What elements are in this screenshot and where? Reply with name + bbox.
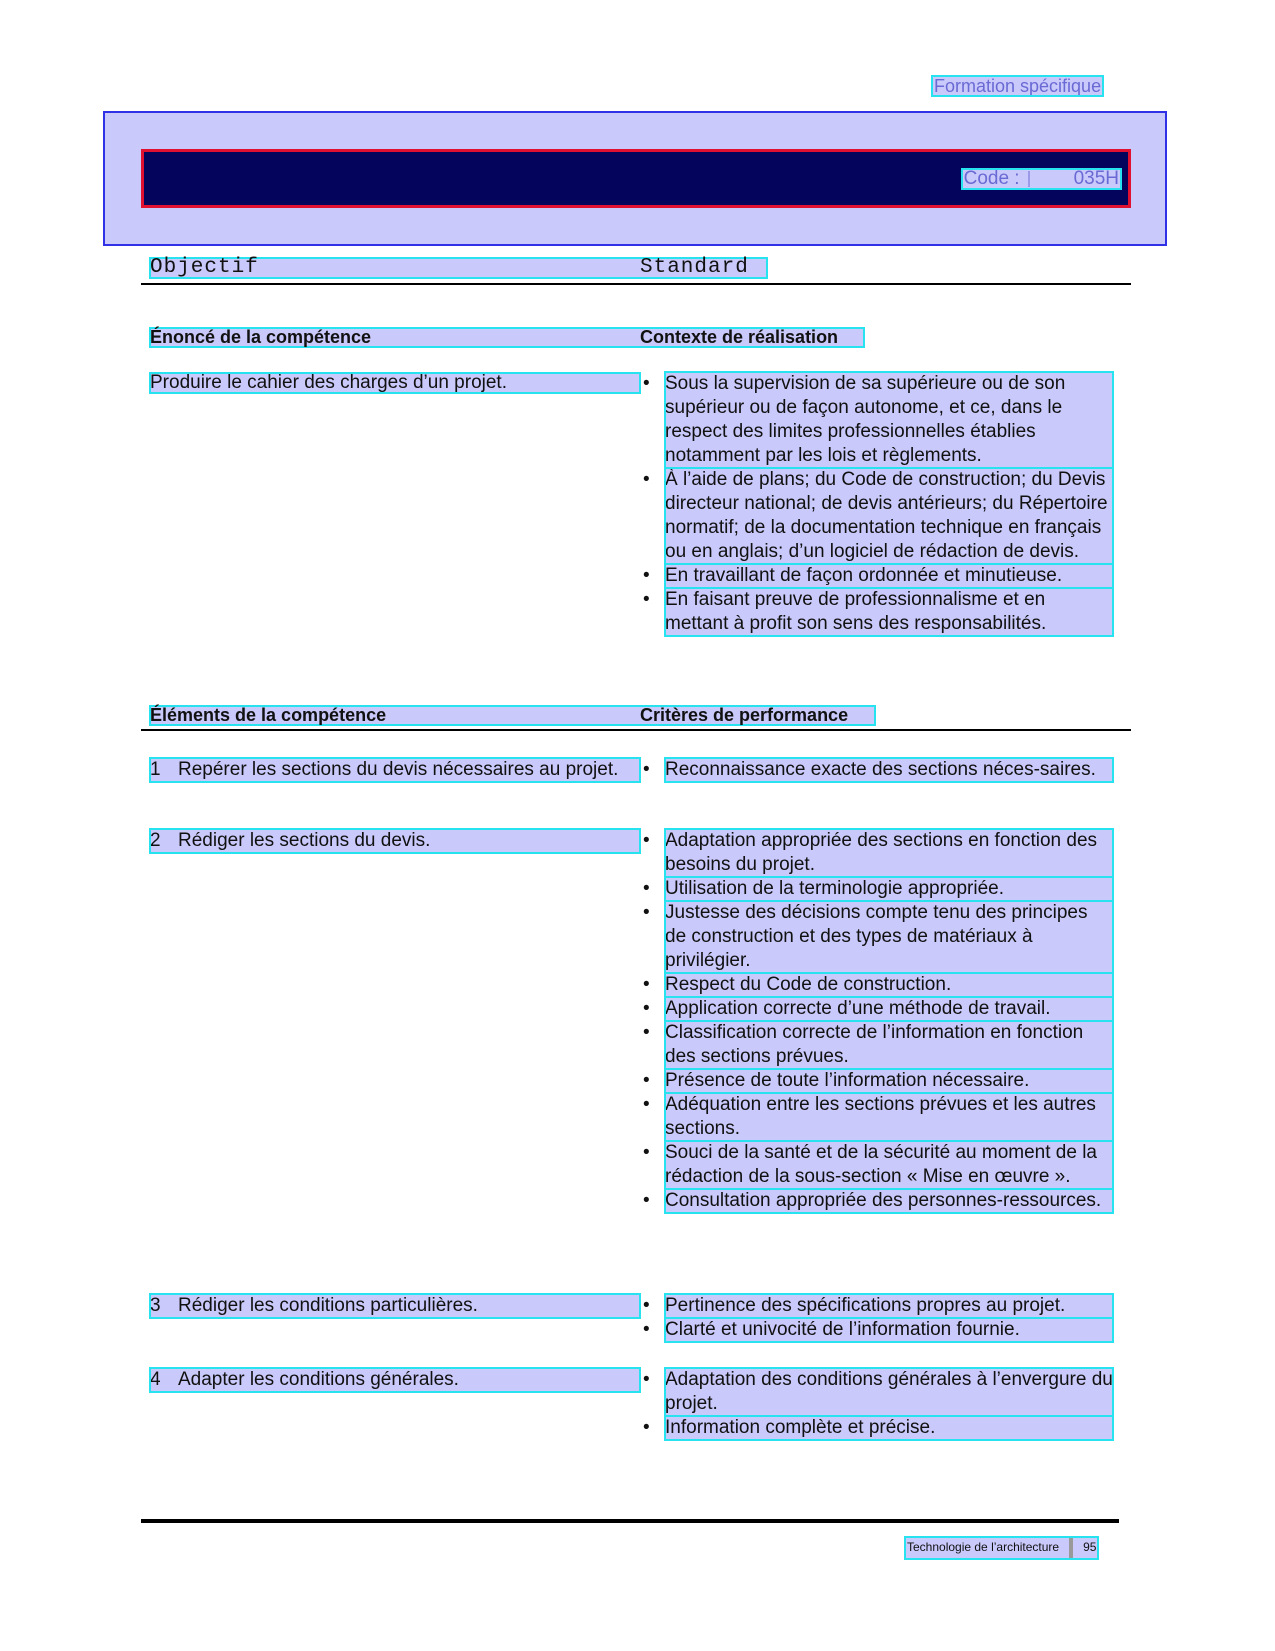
criterion-item [643, 973, 1113, 997]
criteria-list [643, 1368, 1113, 1440]
bullet-icon: • [643, 1319, 650, 1340]
element-row [150, 1294, 640, 1318]
criteria-list [643, 1294, 1113, 1342]
elements-heading: Éléments de la compétence [150, 705, 387, 725]
contexte-heading: Contexte de réalisation [640, 327, 839, 347]
criteria-items [643, 829, 1113, 1213]
code-label: Code : [963, 168, 1020, 189]
criterion-item [643, 1189, 1113, 1213]
criteres-heading: Critères de performance [640, 705, 849, 725]
criterion-text: Utilisation de la terminologie appropriée. [665, 877, 1113, 901]
bullet-icon: • [643, 1190, 650, 1211]
code-value: 035H [1073, 168, 1119, 189]
criterion-text: Sous la supervision de sa supérieure ou de son supérieur ou de façon autonome, et ce, dans le respect des limites professionnelles établies notamment par les lois et règlements. [665, 372, 1113, 468]
criterion-item-contexte [643, 468, 1113, 564]
element-row [150, 829, 640, 853]
criterion-item [643, 1093, 1113, 1141]
criterion-text: Pertinence des spécifications propres au projet. [665, 1294, 1113, 1318]
standard-heading: Standard [640, 256, 749, 279]
enonce-text: Produire le cahier des charges d’un projet. [150, 373, 640, 393]
bullet-icon: • [643, 998, 650, 1019]
element-row [150, 1368, 640, 1392]
header-bar [141, 149, 1131, 208]
criterion-text: Clarté et univocité de l’information fournie. [665, 1318, 1113, 1342]
bullet-icon: • [643, 1022, 650, 1043]
divider-elements [141, 729, 1131, 731]
bullet-icon: • [643, 589, 650, 610]
criterion-text: Classification correcte de l’information en fonction des sections prévues. [665, 1021, 1113, 1069]
bullet-icon: • [643, 830, 650, 851]
criterion-item-contexte [643, 372, 1113, 468]
criterion-item [643, 997, 1113, 1021]
criterion-item [643, 1021, 1113, 1069]
criterion-item [643, 1141, 1113, 1189]
bullet-icon: • [643, 469, 650, 490]
divider-top [141, 283, 1131, 285]
criterion-text: Respect du Code de construction. [665, 973, 1113, 997]
bullet-icon: • [643, 1295, 650, 1316]
contexte-list [643, 372, 1113, 636]
criteria-list [643, 758, 1113, 782]
element-text-row [150, 758, 640, 782]
competency-code [962, 169, 1121, 189]
footer-rule [141, 1519, 1119, 1523]
criteria-items [643, 1368, 1113, 1440]
objective-standard-row [150, 258, 767, 278]
element-text: Rédiger les conditions particulières. [178, 1295, 478, 1316]
criterion-text: Application correcte d’une méthode de travail. [665, 997, 1113, 1021]
element-text: Adapter les conditions générales. [178, 1369, 459, 1390]
bullet-icon: • [643, 1142, 650, 1163]
criterion-item [643, 758, 1113, 782]
criterion-item [643, 1069, 1113, 1093]
criterion-text: Adaptation des conditions générales à l’envergure du projet. [665, 1369, 1113, 1414]
criterion-item-contexte [643, 588, 1113, 636]
criterion-text: Consultation appropriée des personnes-ressources. [665, 1189, 1113, 1213]
criterion-item [643, 1318, 1113, 1342]
criteria-items [643, 1294, 1113, 1342]
objectif-heading: Objectif [150, 256, 259, 279]
bullet-icon: • [643, 1070, 650, 1091]
criterion-item [643, 1416, 1113, 1440]
criterion-text: Adéquation entre les sections prévues et les autres sections. [665, 1093, 1113, 1141]
enonce-heading: Énoncé de la compétence [150, 327, 372, 347]
code-separator [1028, 171, 1030, 187]
enonce-contexte-heading-row [150, 328, 864, 347]
criterion-item-contexte [643, 564, 1113, 588]
program-type-tag: Formation spécifique [934, 76, 1102, 96]
bullet-icon: • [643, 759, 650, 780]
element-text-row [150, 1368, 640, 1392]
criterion-text: Souci de la santé et de la sécurité au moment de la rédaction de la sous-section « Mise en œuvre ». [665, 1141, 1113, 1189]
criterion-text: Adaptation appropriée des sections en fonction des besoins du projet. [665, 829, 1113, 877]
criterion-text: Présence de toute l’information nécessaire. [665, 1069, 1113, 1093]
criterion-text: En travaillant de façon ordonnée et minutieuse. [665, 564, 1113, 588]
bullet-icon: • [643, 1094, 650, 1115]
bullet-icon: • [643, 878, 650, 899]
elements-criteres-heading-row [150, 706, 875, 725]
criterion-item [643, 1368, 1113, 1416]
element-text: Rédiger les sections du devis. [178, 830, 431, 851]
bullet-icon: • [643, 565, 650, 586]
bullet-icon: • [643, 1369, 650, 1390]
criterion-item [643, 1294, 1113, 1318]
element-number: 3 [150, 1295, 161, 1316]
element-number: 1 [150, 759, 161, 780]
criterion-text: À l’aide de plans; du Code de construction; du Devis directeur national; de devis antérieurs; du Répertoire normatif; de la documentation technique en français ou en anglais; d’un logiciel de rédaction de devis. [665, 468, 1113, 564]
criterion-item [643, 877, 1113, 901]
criterion-text: Information complète et précise. [665, 1416, 1113, 1440]
criterion-item [643, 829, 1113, 877]
criteria-items [643, 758, 1113, 782]
contexte-items [643, 372, 1113, 636]
bullet-icon: • [643, 373, 650, 394]
element-text-row [150, 1294, 640, 1318]
footer-title: Technologie de l’architecture [907, 1540, 1060, 1555]
bullet-icon: • [643, 974, 650, 995]
bullet-icon: • [643, 1417, 650, 1438]
bullet-icon: • [643, 902, 650, 923]
page-number: 95 [1083, 1540, 1097, 1555]
criterion-item [643, 901, 1113, 973]
criterion-text: En faisant preuve de professionnalisme et en mettant à profit son sens des responsabilités. [665, 588, 1113, 636]
criterion-text: Reconnaissance exacte des sections néces-saires. [665, 758, 1113, 782]
element-number: 2 [150, 830, 161, 851]
footer [905, 1537, 1098, 1559]
element-row [150, 758, 640, 782]
footer-separator [1069, 1537, 1073, 1559]
criteria-list [643, 829, 1113, 1213]
element-text: Repérer les sections du devis nécessaires au projet. [178, 759, 619, 780]
criterion-text: Justesse des décisions compte tenu des principes de construction et des types de matériaux à privilégier. [665, 901, 1113, 973]
element-number: 4 [150, 1369, 161, 1390]
element-text-row [150, 829, 640, 853]
